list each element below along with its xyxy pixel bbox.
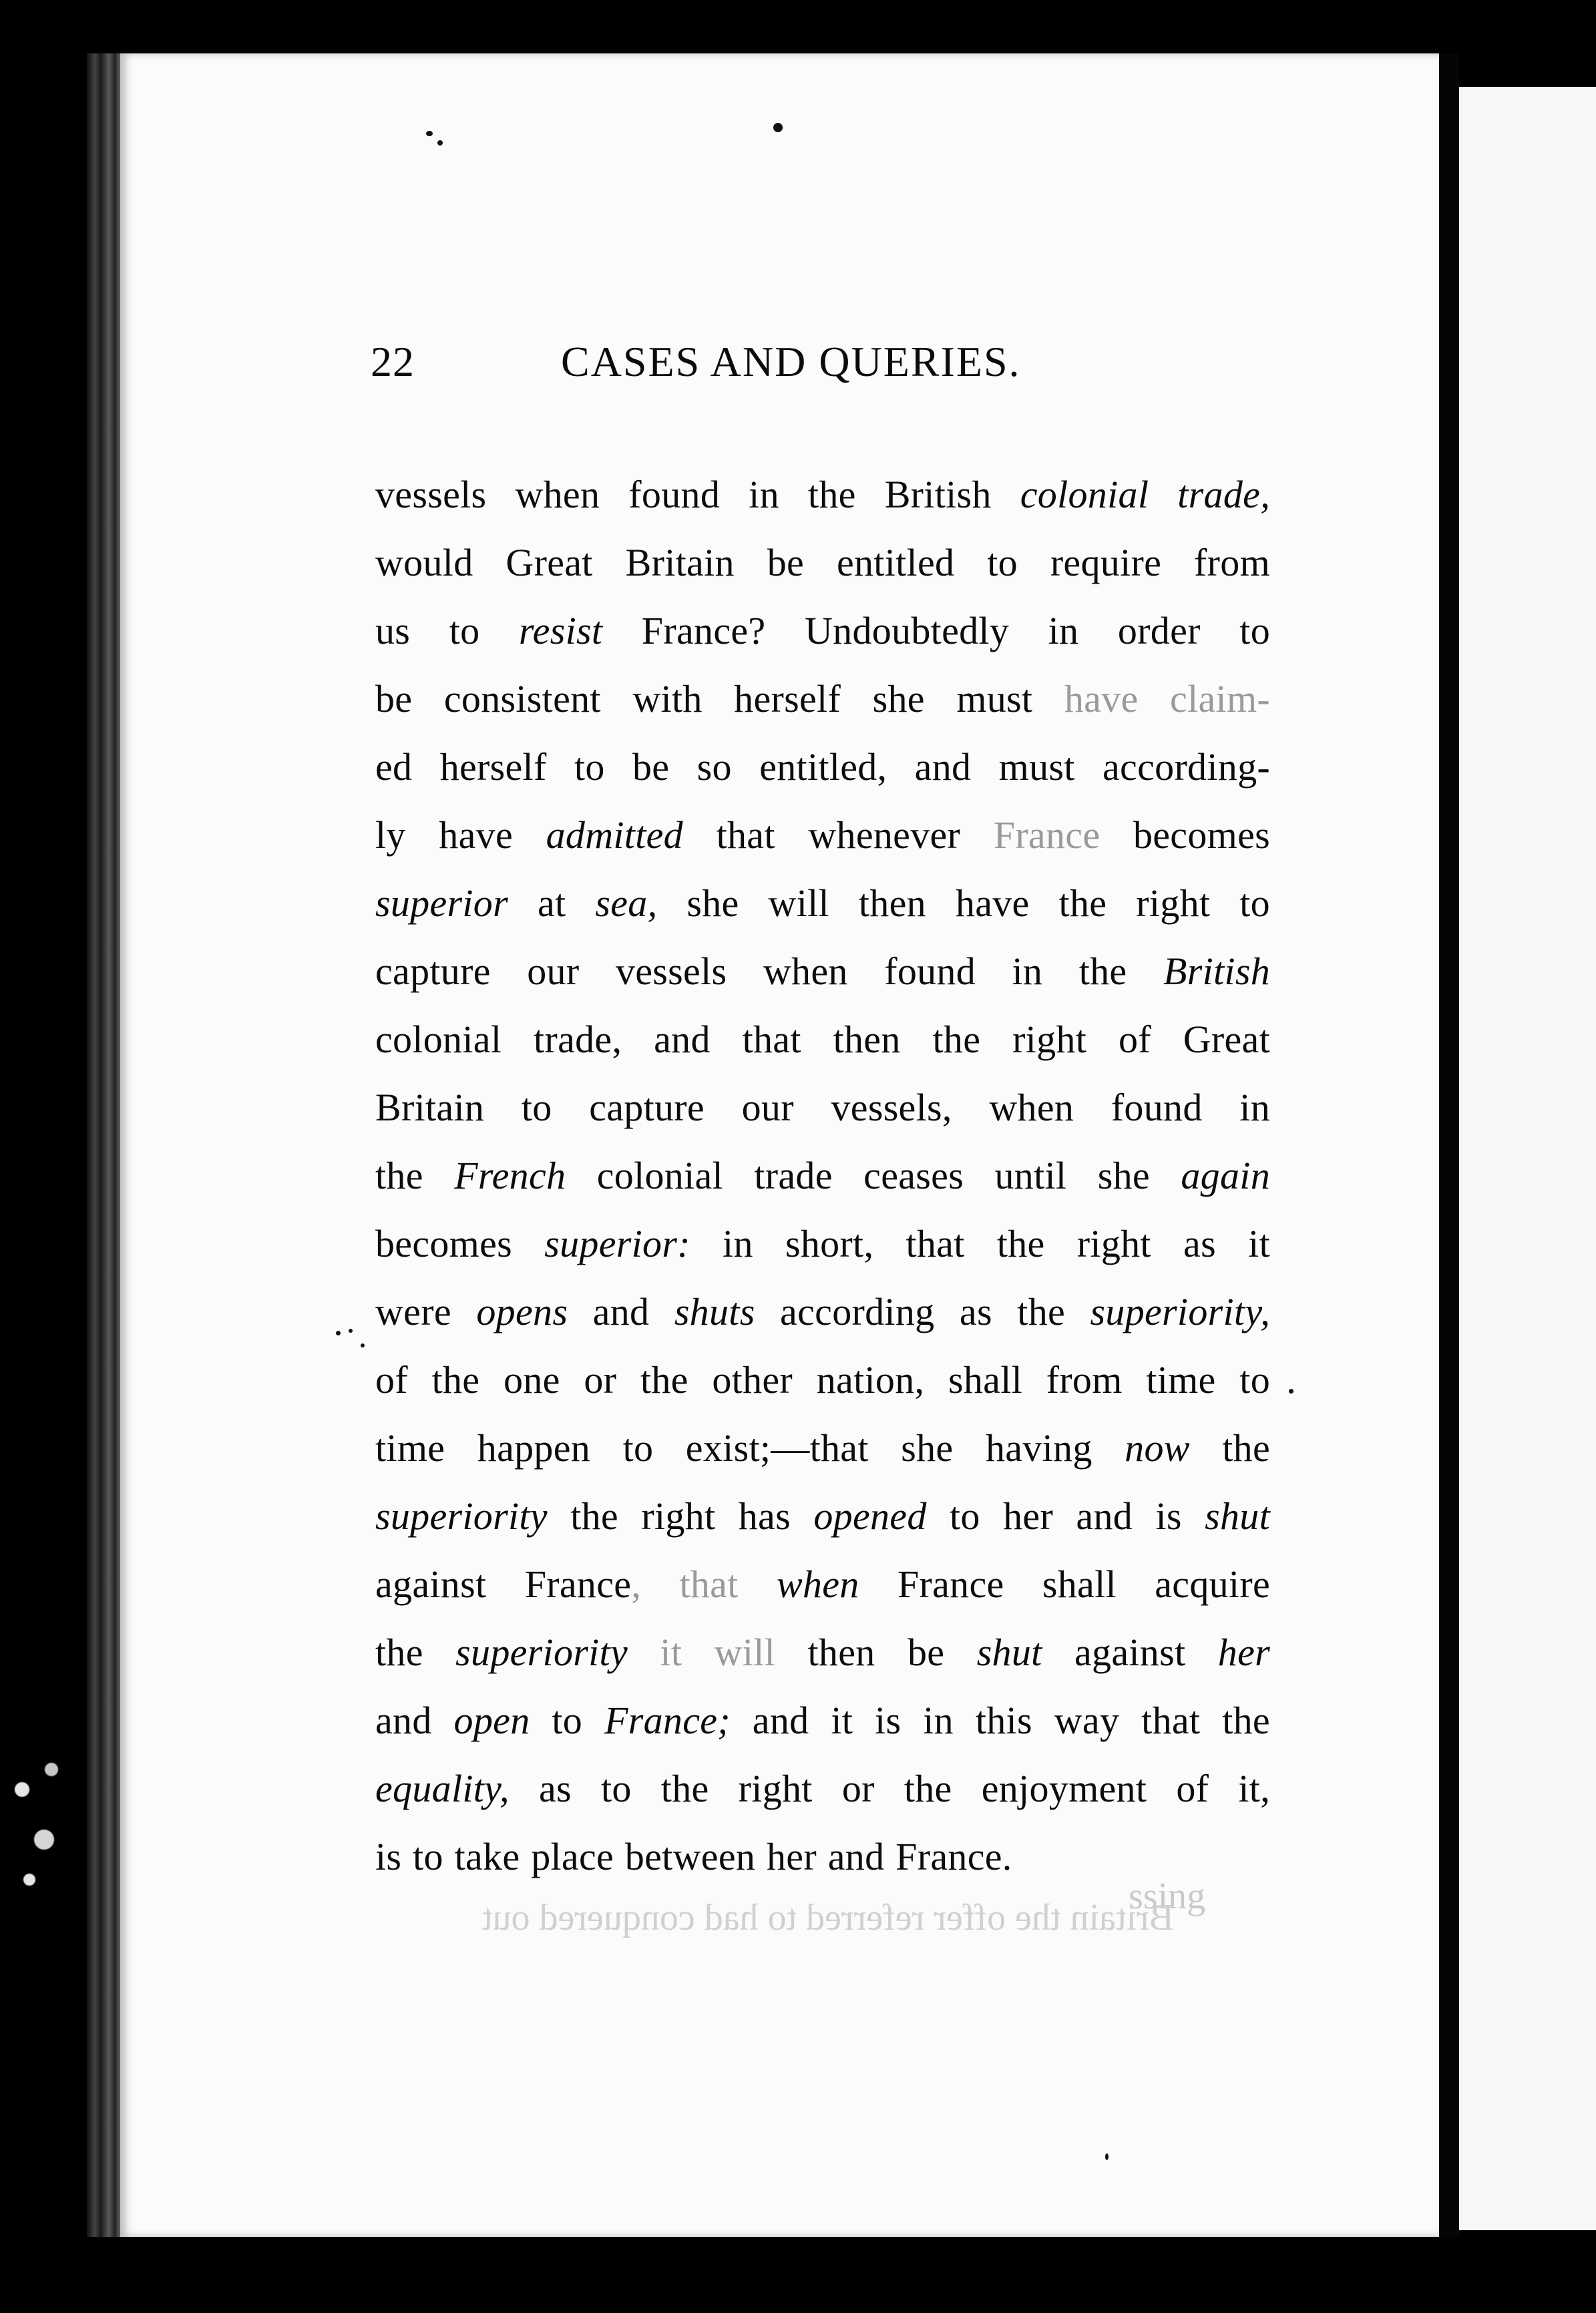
adjacent-page-edge	[1459, 87, 1596, 2230]
text-line	[375, 1550, 1270, 1619]
italic-text-segment: France;	[604, 1699, 731, 1742]
text-segment: the right has	[547, 1494, 814, 1538]
text-segment: according as the	[755, 1290, 1090, 1333]
body-text	[375, 461, 1270, 1891]
text-segment: Britain to capture our vessels, when found in	[375, 1086, 1270, 1129]
text-segment: and	[375, 1699, 454, 1742]
page-gutter	[1439, 53, 1459, 2237]
bleed-through-text: ssing	[1129, 1876, 1206, 1917]
page-number: 22	[371, 338, 415, 385]
text-segment: ly have	[375, 813, 546, 857]
text-segment: would Great Britain be entitled to require from	[375, 541, 1270, 584]
text-segment: becomes	[1100, 813, 1270, 857]
text-segment: capture our vessels when found in the	[375, 950, 1163, 993]
ink-speck	[426, 131, 433, 136]
italic-text-segment: superiority	[375, 1494, 548, 1538]
text-segment: and	[568, 1290, 674, 1333]
text-segment: of the one or the other nation, shall from time to	[375, 1358, 1270, 1402]
text-segment: France	[993, 813, 1101, 857]
italic-text-segment: again	[1181, 1154, 1270, 1197]
text-segment: the	[1189, 1426, 1270, 1470]
text-segment: to her and is	[926, 1494, 1205, 1538]
italic-text-segment: superiority,	[1090, 1290, 1270, 1333]
italic-text-segment: colonial trade,	[1020, 473, 1270, 516]
text-segment: colonial trade, and that then the right of Great	[375, 1018, 1270, 1061]
text-segment: is to take place between her and France.	[375, 1835, 1012, 1878]
text-segment: against France	[375, 1562, 632, 1606]
italic-text-segment: shut	[976, 1631, 1042, 1674]
italic-text-segment: resist	[518, 609, 603, 652]
edge-damage-blot	[0, 1729, 73, 1930]
text-line	[375, 1414, 1270, 1482]
text-segment: us to	[375, 609, 519, 652]
text-line	[375, 1687, 1270, 1755]
text-line	[375, 1278, 1270, 1346]
text-line	[375, 529, 1270, 597]
italic-text-segment: sea,	[595, 881, 658, 925]
text-segment: in short, that the right as it	[690, 1222, 1270, 1265]
text-segment: as to the right or the enjoyment of it,	[509, 1767, 1270, 1810]
text-segment: it will	[628, 1631, 808, 1674]
text-line	[375, 665, 1270, 733]
text-line	[375, 869, 1270, 937]
text-segment: the	[375, 1631, 456, 1674]
text-segment: becomes	[375, 1222, 545, 1265]
text-line	[375, 1482, 1270, 1550]
ink-speck	[349, 1329, 353, 1333]
ink-speck	[437, 140, 443, 146]
text-line	[375, 1210, 1270, 1278]
text-line	[375, 937, 1270, 1006]
italic-text-segment: her	[1217, 1631, 1270, 1674]
text-segment: have claim-	[1064, 677, 1270, 720]
italic-text-segment: French	[454, 1154, 566, 1197]
italic-text-segment: superior:	[544, 1222, 690, 1265]
ink-speck	[1105, 2153, 1109, 2160]
text-segment: to	[530, 1699, 604, 1742]
text-segment: France shall acquire	[859, 1562, 1270, 1606]
text-line	[375, 1006, 1270, 1074]
text-segment: at	[508, 881, 596, 925]
text-segment: vessels when found in the British	[375, 473, 1020, 516]
text-line	[375, 733, 1270, 801]
text-line	[375, 1346, 1270, 1414]
text-segment: France? Undoubtedly in order to	[602, 609, 1270, 652]
italic-text-segment: shut	[1205, 1494, 1270, 1538]
text-segment: and it is in this way that the	[730, 1699, 1270, 1742]
text-line	[375, 461, 1270, 529]
italic-text-segment: equality,	[375, 1767, 510, 1810]
text-segment: were	[375, 1290, 477, 1333]
text-segment: that whenever	[682, 813, 994, 857]
text-segment: ed herself to be so entitled, and must according-	[375, 745, 1270, 789]
text-line	[375, 1142, 1270, 1210]
italic-text-segment: shuts	[674, 1290, 755, 1333]
ink-speck	[773, 123, 783, 132]
text-segment: then be	[807, 1631, 977, 1674]
text-segment: against	[1042, 1631, 1218, 1674]
ink-speck	[361, 1343, 365, 1347]
italic-text-segment: British	[1163, 950, 1270, 993]
italic-text-segment: superior	[375, 881, 508, 925]
running-title: CASES AND QUERIES.	[561, 338, 1021, 385]
text-line	[375, 1755, 1270, 1823]
text-segment: time happen to exist;—that she having	[375, 1426, 1125, 1470]
italic-text-segment: now	[1125, 1426, 1190, 1470]
text-line	[375, 1074, 1270, 1142]
italic-text-segment: opens	[476, 1290, 568, 1333]
text-line	[375, 1619, 1270, 1687]
text-segment: be consistent with herself she must	[375, 677, 1064, 720]
text-line	[375, 597, 1270, 665]
text-line	[375, 801, 1270, 869]
running-header	[371, 337, 1272, 397]
italic-text-segment: superiority	[455, 1631, 628, 1674]
ink-speck	[1289, 1389, 1293, 1394]
italic-text-segment: opened	[813, 1494, 927, 1538]
bleed-through-text-mirrored: Britain the offer referred to had conquered out	[481, 1897, 1175, 1938]
italic-text-segment: admitted	[546, 813, 683, 857]
text-segment: she will then have the right to	[657, 881, 1270, 925]
italic-text-segment: when	[776, 1562, 859, 1606]
text-segment: the	[375, 1154, 455, 1197]
text-segment: colonial trade ceases until she	[566, 1154, 1181, 1197]
italic-text-segment: open	[453, 1699, 530, 1742]
ink-speck	[336, 1331, 341, 1335]
text-segment: , that	[631, 1562, 777, 1606]
